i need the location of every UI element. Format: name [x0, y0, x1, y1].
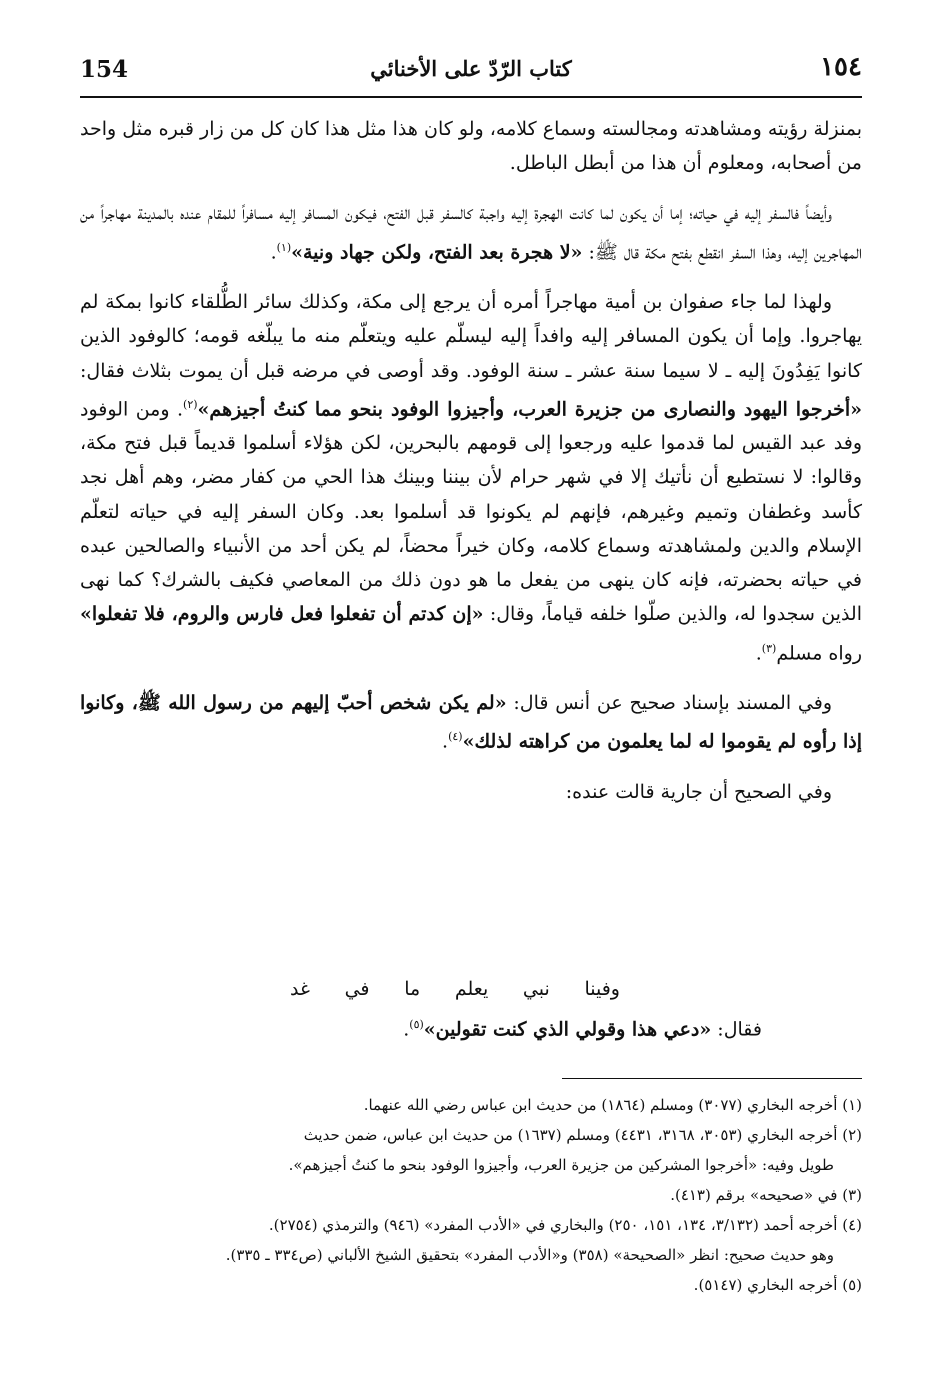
- paragraph-3: [80, 285, 862, 670]
- footnote-rule: [562, 1078, 862, 1079]
- paragraph-4: [80, 686, 862, 759]
- hadith-quote: «إن كدتم أن تفعلوا فعل فارس والروم، فلا تفعلوا»: [80, 603, 484, 626]
- paragraph-3-text: ولهذا لما جاء صفوان بن أمية مهاجراً أمره أن يرجع إلى مكة، وكذلك سائر الطُّلقاء كانوا بمكة لم يهاجروا. وإما أن يكون المسافر إليه وافداً إليه ليسلّم عليه ويتعلّم منه ما يبلّغه قومه؛ كالوفود الذين كانوا يَفِدُونَ إليه ـ لا سيما سنة عشر ـ سنة الوفود. وقد أوصى في مرضه قبل أن يموت بثلاث فقال:: [80, 291, 862, 382]
- footnote-ref: (٢): [183, 397, 198, 411]
- footnote-4-cont: وهو حديث صحيح: انظر «الصحيحة» (٣٥٨) و«الأدب المفرد» بتحقيق الشيخ الألباني (ص٣٣٤ ـ ٣٣٥).: [225, 1246, 834, 1264]
- footnote-5: (٥) أخرجه البخاري (٥١٤٧).: [693, 1276, 862, 1294]
- paragraph-4-text: وفي المسند بإسناد صحيح عن أنس قال:: [506, 692, 833, 715]
- hadith-quote: «أخرجوا اليهود والنصارى من جزيرة العرب، وأجيزوا الوفود بنحو مما كنتُ أجيزهم»: [197, 398, 862, 421]
- page-header: [80, 50, 862, 96]
- footnotes: [80, 1090, 862, 1300]
- punctuation: .: [270, 240, 277, 263]
- paragraph-2: [80, 196, 862, 269]
- verse-reply: [403, 1018, 762, 1040]
- footnote-ref: (١): [276, 240, 292, 254]
- punctuation: .: [403, 1018, 410, 1041]
- footnote-1: (١) أخرجه البخاري (٣٠٧٧) ومسلم (١٨٦٤) من حديث ابن عباس رضي الله عنهما.: [363, 1096, 862, 1114]
- paragraph-1: [80, 112, 862, 180]
- punctuation: .: [755, 641, 762, 664]
- poetry-verse: وفينا نبي يعلم ما في غد: [290, 978, 620, 1000]
- header-rule: [80, 96, 862, 98]
- hadith-quote: «دعي هذا وقولي الذي كنت تقولين»: [423, 1018, 712, 1041]
- punctuation: .: [442, 730, 449, 753]
- footnote-4: (٤) أخرجه أحمد (٣/١٣٢، ١٣٤، ١٥١، ٢٥٠) والبخاري في «الأدب المفرد» (٩٤٦) والترمذي (٢٧٥٤).: [268, 1216, 862, 1234]
- footnote-ref: (٣): [761, 641, 777, 655]
- paragraph-3-text-cont: . ومن الوفود وفد عبد القيس لما قدموا عليه ورجعوا إلى قومهم بالبحرين، لكن هؤلاء أسلموا قديماً قبل فتح مكة، وقالوا: لا نستطيع أن نأتيك إلا في شهر حرام لأن بيننا وبينك هذا الحي من كفار مضر، وهم أهل نجد كأسد وغطفان وتميم وغيرهم، فإنهم لم يكونوا قد أسلموا بعد. وكان السفر إليه في حياته لتعلّم الإسلام والدين ولمشاهدته وسماع كلامه، وكان خيراً محضاً، لم يكن أحد من الأنبياء والصالحين عبده في حياته بحضرته، فإنه كان ينهى من يفعل ما هو دون ذلك من المعاصي فكيف بالشرك؟ كما نهى الذين سجدوا له، والذين صلّوا خلفه قياماً، وقال:: [80, 398, 862, 626]
- page-number-arabic: ١٥٤: [820, 52, 862, 82]
- footnote-ref: (٤): [448, 730, 463, 744]
- page-number-latin: 154: [80, 56, 129, 83]
- paragraph-5-text: وفي الصحيح أن جارية قالت عنده:: [565, 780, 832, 803]
- footnote-2: (٢) أخرجه البخاري (٣٠٥٣، ٣١٦٨، ٤٤٣١) ومسلم (١٦٣٧) من حديث ابن عباس، ضمن حديث: [303, 1126, 862, 1144]
- hadith-quote: «لا هجرة بعد الفتح، ولكن جهاد ونية»: [291, 240, 583, 263]
- footnote-2-cont: طويل وفيه: «أخرجوا المشركين من جزيرة العرب، وأجيزوا الوفود بنحو ما كنتُ أجيزهم».: [288, 1156, 834, 1174]
- book-title: كتاب الرّدّ على الأخنائي: [370, 56, 572, 81]
- hadith-quote: «لم يكن شخص أحبّ إليهم من رسول الله ﷺ، وكانوا إذا رأوه لم يقوموا له لما يعلمون من كراهته لذلك»: [80, 692, 862, 753]
- paragraph-3-source: رواه مسلم: [776, 641, 862, 664]
- main-text: [80, 112, 862, 825]
- paragraph-1-text: بمنزلة رؤيته ومشاهدته ومجالسته وسماع كلامه، ولو كان هذا مثل هذا كان كل من زار قبره مثل واحد من أصحابه، ومعلوم أن هذا من أبطل الباطل.: [80, 118, 862, 175]
- reply-intro: فقال:: [711, 1018, 762, 1041]
- paragraph-2-text: وأيضاً فالسفر إليه في حياته؛ إما أن يكون لما كانت الهجرة إليه واجبة كالسفر قبل الفتح، فيكون المسافر إليه مسافراً للمقام عنده بالمدينة مهاجراً من المهاجرين إليه، وهذا السفر انقطع بفتح مكة قال ﷺ:: [80, 202, 862, 263]
- footnote-ref: (٥): [409, 1018, 424, 1031]
- footnote-3: (٣) في «صحيحه» برقم (٤١٣).: [670, 1186, 862, 1204]
- paragraph-5: [80, 775, 862, 809]
